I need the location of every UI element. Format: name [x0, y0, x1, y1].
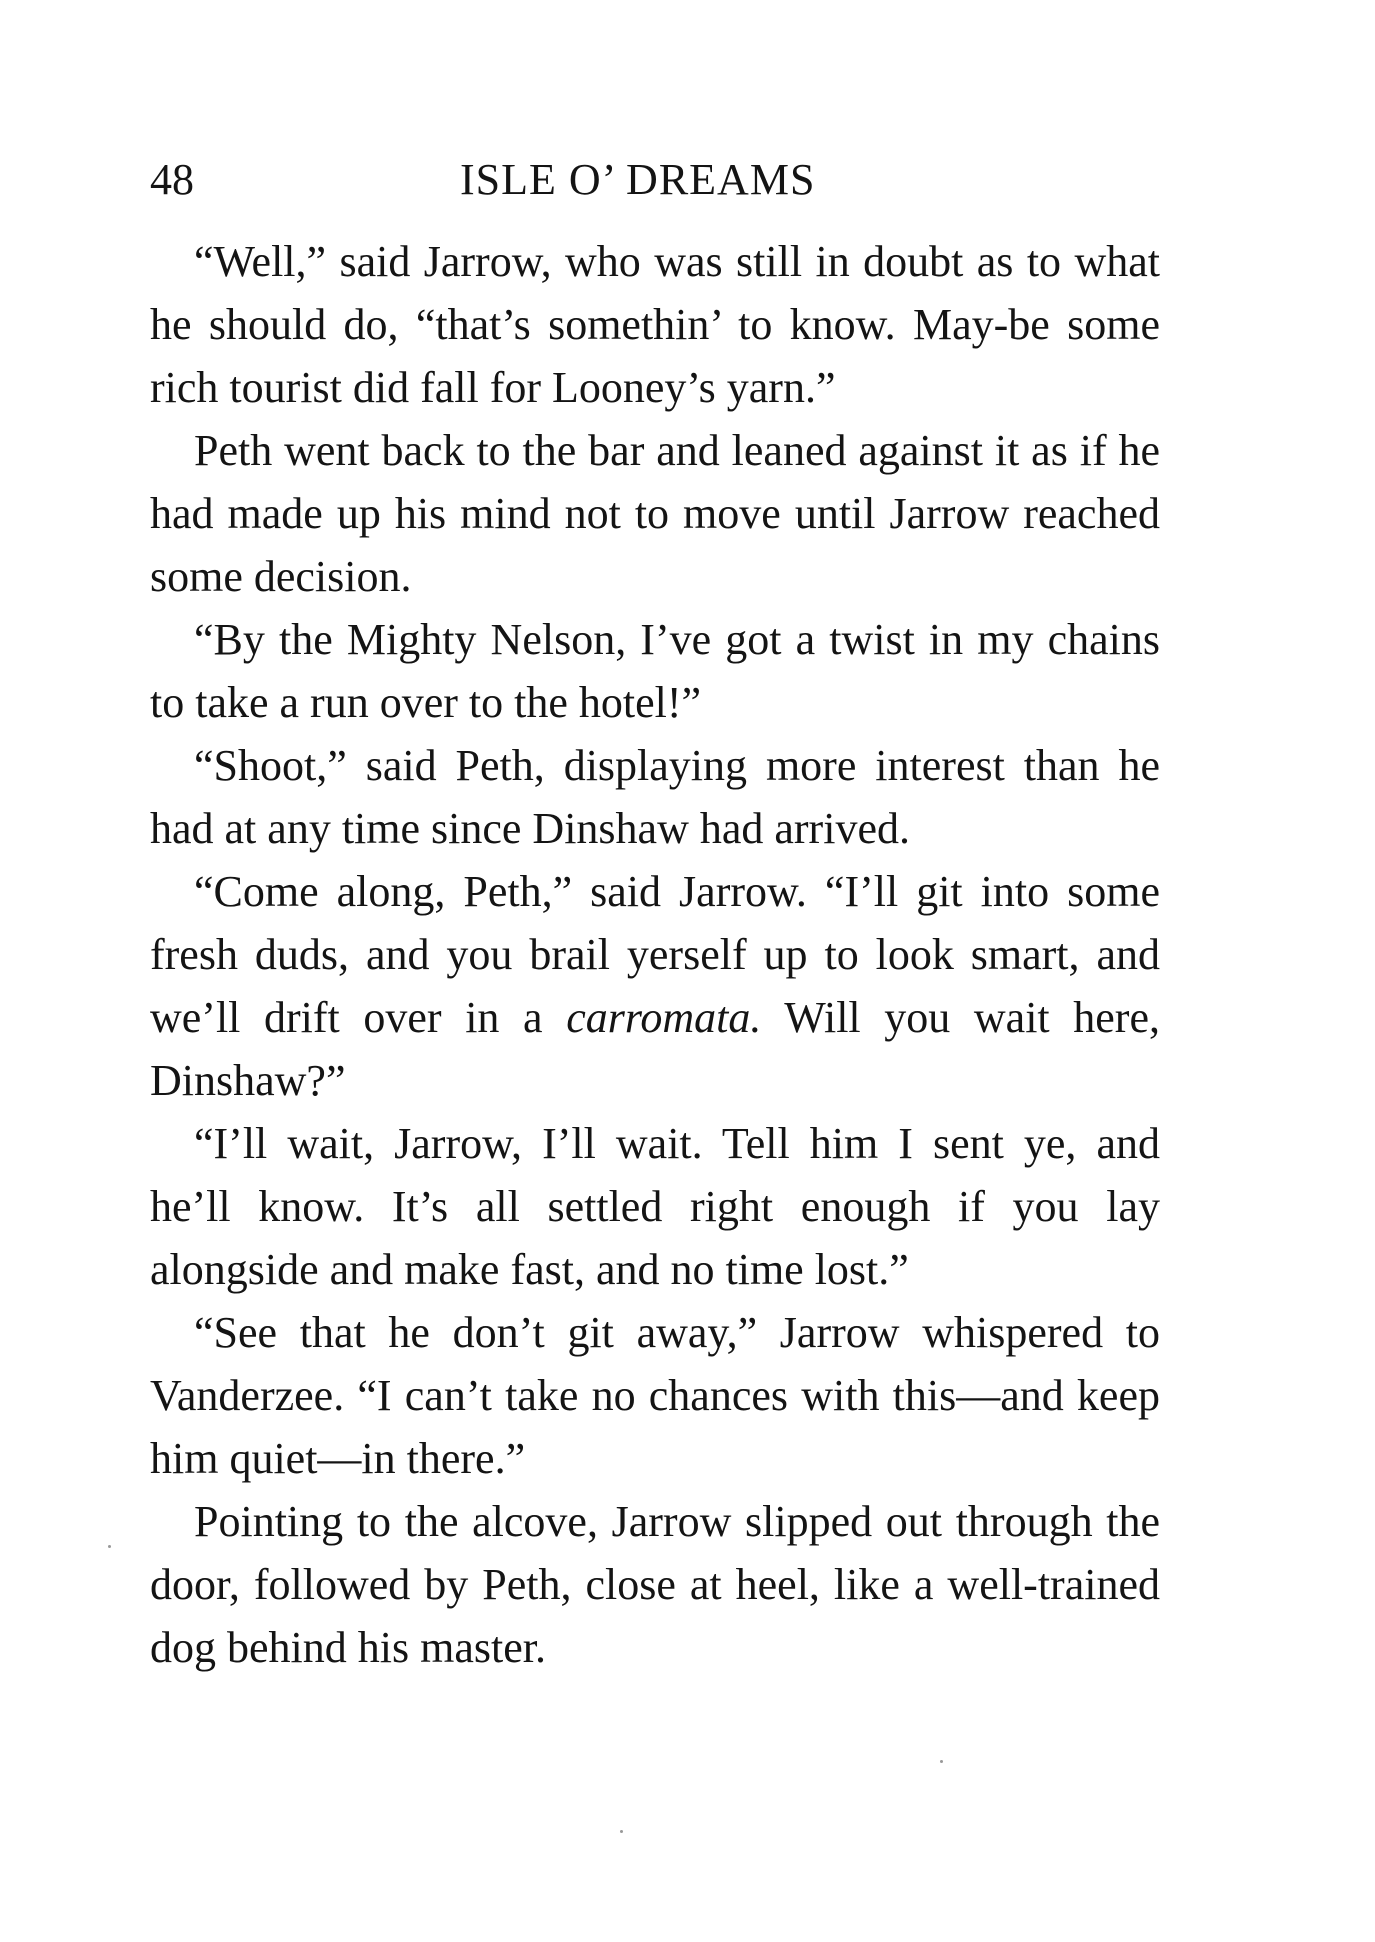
body-text — [150, 230, 1160, 1679]
running-head — [150, 150, 1160, 210]
book-page — [150, 0, 1160, 1942]
paragraph: “See that he don’t git away,” Jarrow whispered to Vanderzee. “I can’t take no chances with this—and keep him quiet—in there.” — [150, 1308, 1160, 1483]
italic-word: carromata. — [566, 993, 762, 1042]
paper-speck — [108, 1545, 111, 1548]
paragraph — [150, 860, 1160, 1112]
paper-speck — [620, 1830, 623, 1833]
paper-speck — [940, 1760, 943, 1763]
paragraph: “Well,” said Jarrow, who was still in doubt as to what he should do, “that’s somethin’ to know. May-be some rich tourist did fall for Looney’s yarn.” — [150, 237, 1160, 412]
paragraph-text: Will you wait here, Dinshaw?” — [150, 993, 1160, 1105]
paragraph-text: “Come along, Peth,” said Jarrow. “I’ll git into some fresh duds, and you brail yerself up to look smart, and we’ll drift over in a — [150, 867, 1160, 1042]
paragraph: “By the Mighty Nelson, I’ve got a twist in my chains to take a run over to the hotel!” — [150, 615, 1160, 727]
running-title: ISLE O’ DREAMS — [460, 155, 816, 204]
paragraph: “Shoot,” said Peth, displaying more interest than he had at any time since Dinshaw had arrived. — [150, 741, 1160, 853]
paragraph: Pointing to the alcove, Jarrow slipped out through the door, followed by Peth, close at heel, like a well-trained dog behind his master. — [150, 1497, 1160, 1672]
paragraph: “I’ll wait, Jarrow, I’ll wait. Tell him I sent ye, and he’ll know. It’s all settled right enough if you lay alongside and make fast, and no time lost.” — [150, 1119, 1160, 1294]
paragraph: Peth went back to the bar and leaned against it as if he had made up his mind not to move until Jarrow reached some decision. — [150, 426, 1160, 601]
page-number: 48 — [150, 155, 194, 204]
